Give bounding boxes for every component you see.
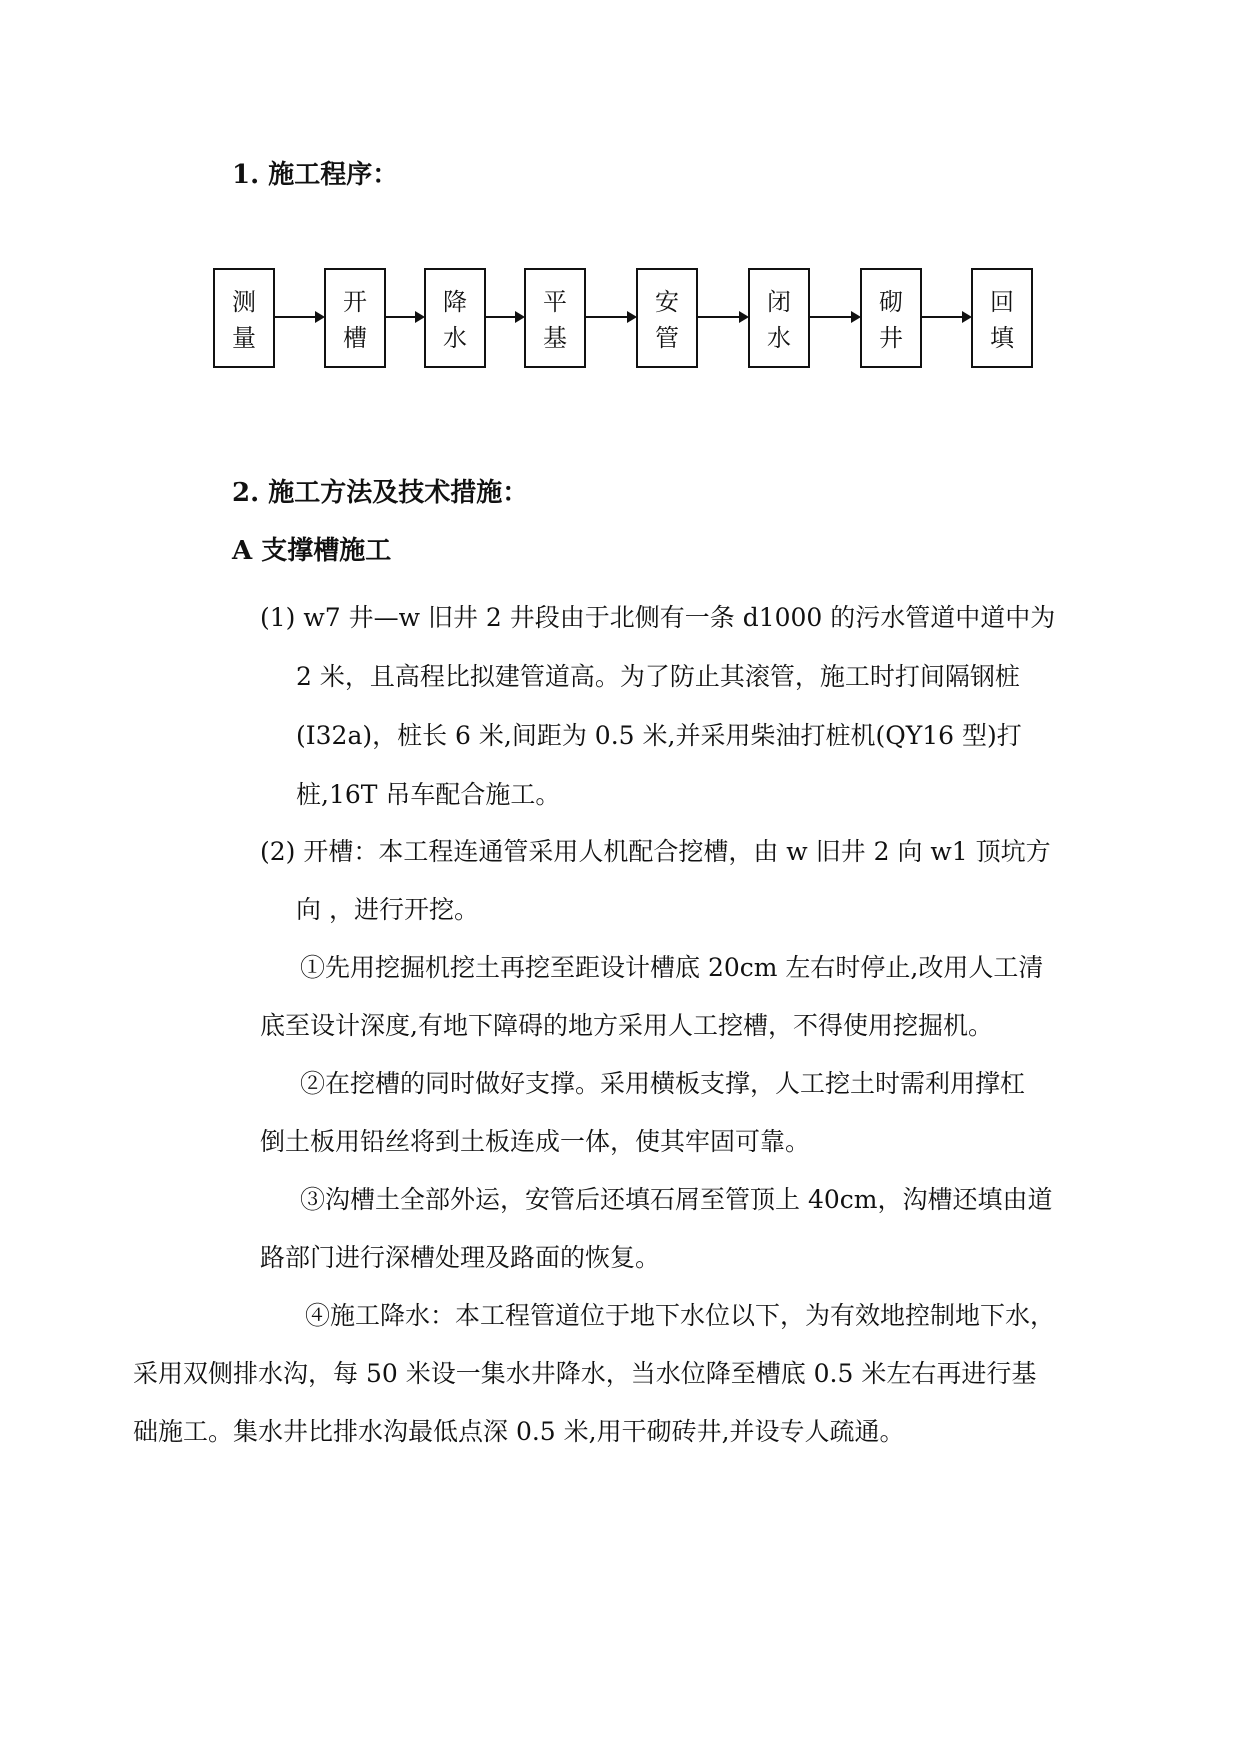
flow-step-char: 量 bbox=[232, 324, 256, 352]
flow-arrow bbox=[586, 316, 635, 318]
paragraph-line: (2) 开槽：本工程连通管采用人机配合挖槽，由 w 旧井 2 向 w1 顶坑方 bbox=[260, 837, 1051, 866]
paragraph-line: 向 ，进行开挖。 bbox=[296, 895, 479, 924]
flow-arrow bbox=[486, 316, 523, 318]
paragraph-line: 底至设计深度,有地下障碍的地方采用人工挖槽，不得使用挖掘机。 bbox=[260, 1011, 993, 1040]
flow-step-survey bbox=[213, 268, 275, 368]
flow-step-char: 基 bbox=[543, 324, 567, 352]
flow-step-dewatering bbox=[424, 268, 486, 368]
flow-arrow bbox=[922, 316, 970, 318]
flow-step-char: 管 bbox=[655, 324, 679, 352]
paragraph-line: 倒土板用铅丝将到土板连成一体，使其牢固可靠。 bbox=[260, 1127, 811, 1156]
flow-step-char: 测 bbox=[232, 288, 256, 316]
flow-step-char: 平 bbox=[543, 288, 567, 316]
paragraph-line: ③沟槽土全部外运，安管后还填石屑至管顶上 40cm，沟槽还填由道 bbox=[300, 1185, 1053, 1214]
section-1-heading: 1. 施工程序： bbox=[232, 160, 399, 190]
flow-step-backfill bbox=[971, 268, 1033, 368]
flow-step-water-test bbox=[748, 268, 810, 368]
section-2-heading: 2. 施工方法及技术措施： bbox=[232, 478, 529, 508]
subsection-a-heading: A 支撑槽施工 bbox=[232, 536, 392, 566]
paragraph-line: ④施工降水：本工程管道位于地下水位以下，为有效地控制地下水， bbox=[305, 1301, 1056, 1330]
paragraph-line: 础施工。集水井比排水沟最低点深 0.5 米,用干砌砖井,并设专人疏通。 bbox=[133, 1417, 905, 1446]
paragraph-line: 路部门进行深槽处理及路面的恢复。 bbox=[260, 1243, 661, 1272]
paragraph-line: 桩,16T 吊车配合施工。 bbox=[296, 780, 561, 809]
flow-step-trenching bbox=[324, 268, 386, 368]
flow-step-foundation bbox=[524, 268, 586, 368]
paragraph-line: ①先用挖掘机挖土再挖至距设计槽底 20cm 左右时停止,改用人工清 bbox=[300, 953, 1044, 982]
flow-step-char: 开 bbox=[343, 288, 367, 316]
flow-step-char: 安 bbox=[655, 288, 679, 316]
flow-step-pipe-laying bbox=[636, 268, 698, 368]
paragraph-line: (I32a)，桩长 6 米,间距为 0.5 米,并采用柴油打桩机(QY16 型)打 bbox=[296, 721, 1022, 750]
flow-step-char: 填 bbox=[990, 324, 1014, 352]
flow-step-char: 降 bbox=[443, 288, 467, 316]
flow-step-char: 槽 bbox=[343, 324, 367, 352]
flow-step-char: 井 bbox=[879, 324, 903, 352]
flow-step-char: 水 bbox=[443, 324, 467, 352]
flow-step-char: 闭 bbox=[767, 288, 791, 316]
flow-arrow bbox=[698, 316, 747, 318]
flow-arrow bbox=[275, 316, 323, 318]
flow-step-char: 回 bbox=[990, 288, 1014, 316]
paragraph-line: ②在挖槽的同时做好支撑。采用横板支撑，人工挖土时需利用撑杠 bbox=[300, 1069, 1026, 1098]
flow-step-manhole bbox=[860, 268, 922, 368]
paragraph-line: 采用双侧排水沟，每 50 米设一集水井降水，当水位降至槽底 0.5 米左右再进行基 bbox=[133, 1359, 1037, 1388]
paragraph-line: 2 米，且高程比拟建管道高。为了防止其滚管，施工时打间隔钢桩 bbox=[296, 662, 1020, 691]
flow-arrow bbox=[386, 316, 423, 318]
flow-arrow bbox=[810, 316, 859, 318]
paragraph-line: (1) w7 井—w 旧井 2 井段由于北侧有一条 d1000 的污水管道中道中为 bbox=[260, 603, 1056, 632]
flow-step-char: 砌 bbox=[879, 288, 903, 316]
flow-step-char: 水 bbox=[767, 324, 791, 352]
